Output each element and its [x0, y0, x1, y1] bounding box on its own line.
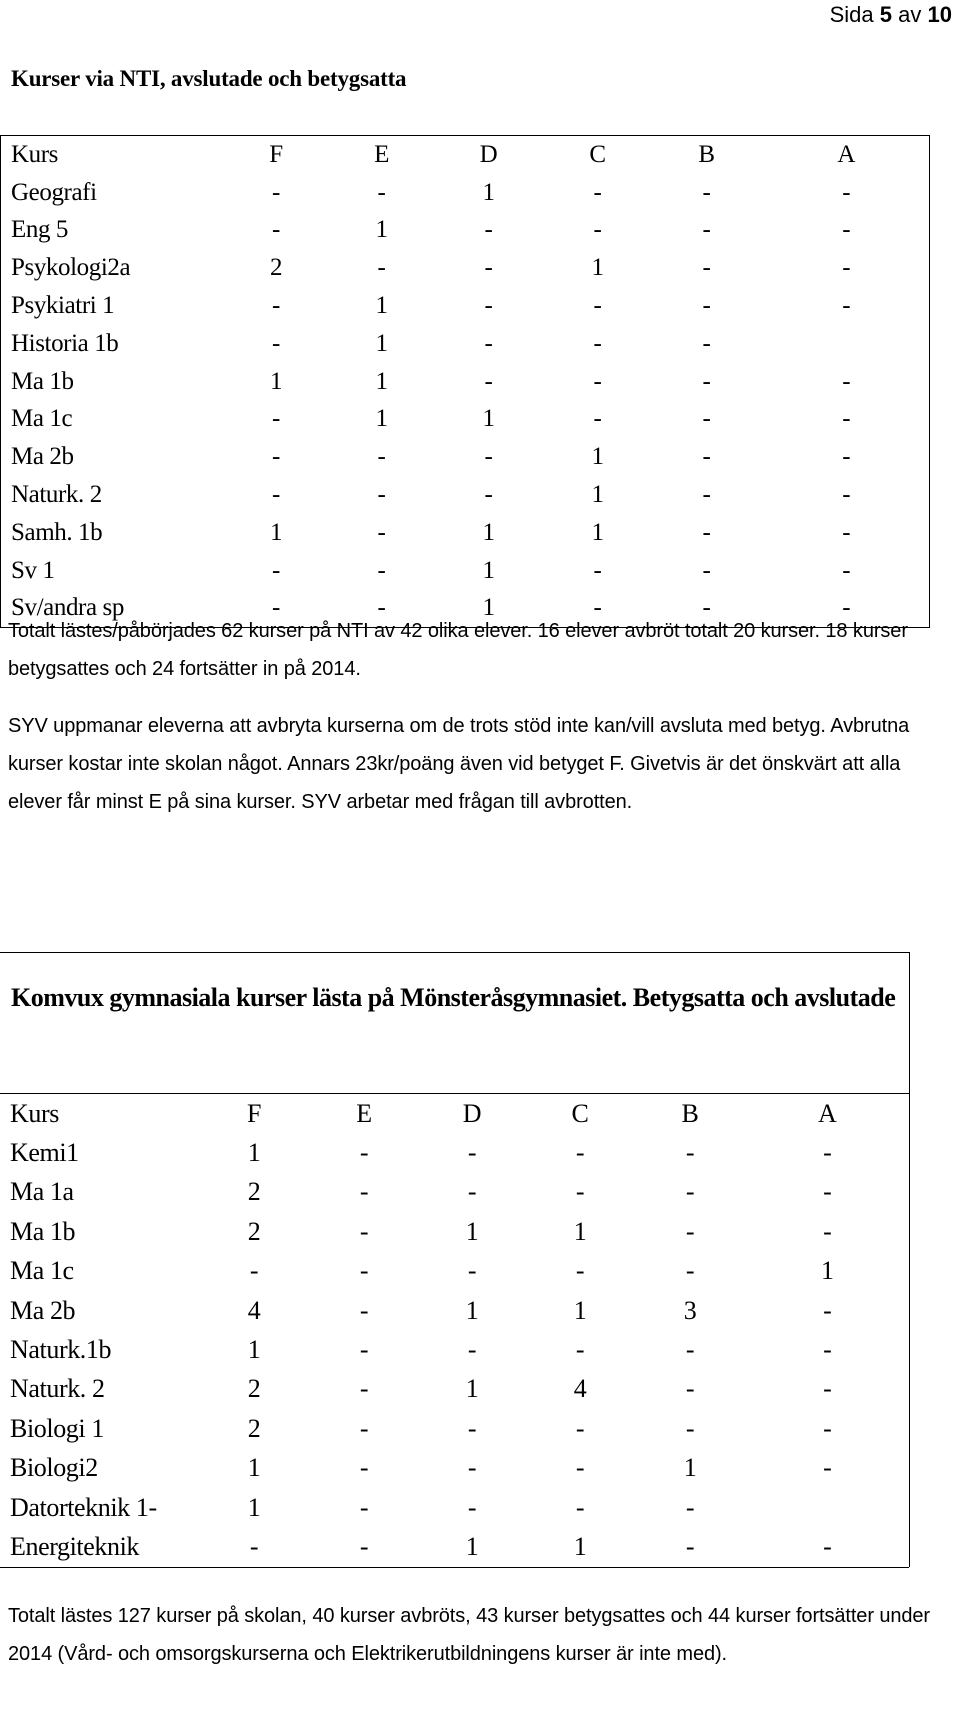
grade-cell: -	[272, 443, 280, 471]
grade-cell: -	[593, 367, 602, 395]
grade-cell: 1	[247, 1335, 261, 1365]
table-row	[0, 1291, 909, 1330]
grade-cell: A	[818, 1098, 837, 1128]
grade-cell: -	[272, 178, 280, 206]
table-row	[0, 1370, 909, 1409]
grade-cell: 1	[465, 1295, 479, 1325]
grade-cell: -	[359, 1531, 369, 1561]
grade-cell: -	[272, 481, 280, 509]
course-cell: Datorteknik 1-	[10, 1492, 157, 1522]
grade-cell: -	[842, 594, 851, 622]
grade-cell: 4	[573, 1374, 587, 1404]
grade-cell: -	[484, 254, 493, 282]
grade-cell: -	[823, 1531, 832, 1561]
grade-cell: 1	[375, 329, 388, 357]
grade-cell: -	[467, 1453, 477, 1483]
grade-cell: 1	[482, 594, 495, 622]
grade-cell: -	[842, 367, 851, 395]
grade-cell: -	[593, 178, 602, 206]
grade-cell: -	[702, 329, 711, 357]
grade-cell: -	[377, 443, 386, 471]
grade-cell: -	[484, 216, 493, 244]
grade-cell: 1	[482, 405, 495, 433]
grade-cell: -	[359, 1492, 369, 1522]
course-cell: Ma 2b	[11, 443, 74, 471]
grade-cell: -	[484, 481, 493, 509]
grade-cell: -	[593, 405, 602, 433]
course-cell: Kurs	[11, 140, 59, 168]
table-row	[1, 363, 930, 401]
grade-cell: 2	[247, 1177, 261, 1207]
course-cell: Naturk.1b	[10, 1335, 112, 1365]
grade-cell: B	[681, 1098, 699, 1128]
grade-cell: 1	[247, 1492, 261, 1522]
table-row	[0, 1133, 909, 1172]
grade-cell: -	[377, 594, 386, 622]
table-row	[1, 174, 930, 212]
grade-cell: A	[837, 140, 856, 168]
komvux-summary-paragraph: Totalt lästes 127 kurser på skolan, 40 kurser avbröts, 43 kurser betygsattes och 44 kurser fortsätter under 2014 (Vård- och omsorgskurserna och Elektrikerutbildningens kurser är inte med).	[8, 1605, 930, 1665]
grade-cell: 2	[247, 1216, 261, 1246]
grade-cell: -	[484, 367, 493, 395]
course-cell: Ma 1c	[10, 1256, 74, 1286]
grade-cell: B	[698, 140, 715, 168]
grade-cell: 1	[465, 1374, 479, 1404]
grade-cell: -	[377, 556, 386, 584]
grade-cell: -	[823, 1295, 832, 1325]
komvux-heading-box	[0, 952, 910, 1093]
course-cell: Sv/andra sp	[11, 594, 124, 622]
grade-cell: -	[702, 518, 711, 546]
grade-cell: 1	[482, 518, 495, 546]
grade-cell: D	[462, 1098, 482, 1128]
grade-cell: -	[575, 1413, 585, 1443]
grade-cell: -	[823, 1453, 832, 1483]
table-row	[0, 1527, 909, 1566]
grade-cell: D	[479, 140, 498, 168]
grade-cell: E	[356, 1098, 372, 1128]
course-cell: Kemi1	[10, 1138, 79, 1168]
grade-cell	[746, 1488, 909, 1527]
grade-cell: -	[842, 443, 851, 471]
table-row	[1, 476, 930, 514]
grade-cell: -	[484, 443, 493, 471]
grade-cell: 2	[247, 1374, 261, 1404]
grade-cell: -	[685, 1413, 695, 1443]
course-cell: Geografi	[11, 178, 97, 206]
grade-cell: -	[467, 1413, 477, 1443]
grade-cell: -	[823, 1413, 832, 1443]
course-cell: Ma 2b	[10, 1295, 76, 1325]
course-cell: Sv 1	[11, 556, 55, 584]
grade-cell: -	[359, 1177, 369, 1207]
grade-cell: -	[484, 292, 493, 320]
course-cell: Naturk. 2	[10, 1374, 105, 1404]
nti-grades-table	[0, 135, 930, 628]
grade-cell	[764, 325, 930, 363]
grade-cell: -	[272, 556, 280, 584]
table-row	[1, 552, 930, 590]
grade-cell: -	[702, 594, 711, 622]
table-row	[0, 1252, 909, 1291]
grade-cell: 2	[269, 254, 283, 282]
grade-cell: -	[823, 1216, 832, 1246]
grade-cell: 1	[247, 1453, 261, 1483]
grade-cell: -	[823, 1177, 832, 1207]
grade-cell: -	[702, 178, 711, 206]
grade-cell: -	[359, 1413, 369, 1443]
table-row	[0, 1488, 909, 1527]
grade-cell: -	[685, 1138, 695, 1168]
grade-cell: -	[359, 1216, 369, 1246]
grade-cell: 1	[269, 518, 283, 546]
course-cell: Biologi2	[10, 1453, 98, 1483]
grade-cell: -	[702, 367, 711, 395]
grade-cell: -	[272, 594, 280, 622]
table-row	[0, 1409, 909, 1448]
grade-cell: -	[377, 178, 386, 206]
grade-cell: -	[685, 1374, 695, 1404]
grade-cell: 1	[591, 481, 604, 509]
grade-cell: -	[575, 1335, 585, 1365]
grade-cell: -	[842, 556, 851, 584]
grade-cell: -	[272, 216, 280, 244]
grade-cell: 1	[375, 405, 388, 433]
grade-cell: -	[685, 1531, 695, 1561]
grade-cell: 2	[247, 1413, 261, 1443]
grade-cell: -	[842, 292, 851, 320]
grade-cell: -	[702, 254, 711, 282]
grade-cell: -	[575, 1138, 585, 1168]
grade-cell: C	[589, 140, 606, 168]
grade-cell: -	[377, 254, 386, 282]
grade-cell: -	[842, 216, 851, 244]
grade-cell: -	[823, 1374, 832, 1404]
grade-cell: 1	[573, 1295, 587, 1325]
grade-cell: C	[571, 1098, 589, 1128]
grade-cell: -	[593, 292, 602, 320]
grade-cell: -	[467, 1492, 477, 1522]
course-cell: Samh. 1b	[11, 518, 103, 546]
nti-section-title: Kurser via NTI, avslutade och betygsatta	[11, 66, 407, 91]
course-cell: Psykiatri 1	[11, 292, 115, 320]
grade-cell: -	[359, 1256, 369, 1286]
grade-cell: -	[685, 1256, 695, 1286]
grade-cell: -	[272, 405, 280, 433]
course-cell: Historia 1b	[11, 329, 119, 357]
grade-cell: -	[842, 178, 851, 206]
grade-cell: -	[702, 405, 711, 433]
grade-cell: -	[702, 556, 711, 584]
grade-cell: -	[702, 216, 711, 244]
grade-cell: -	[249, 1531, 259, 1561]
table-row	[0, 1212, 909, 1251]
grade-cell: -	[467, 1177, 477, 1207]
table-row	[0, 1330, 909, 1369]
grade-cell: 1	[573, 1216, 587, 1246]
course-cell: Ma 1b	[10, 1216, 76, 1246]
syv-note-paragraph: SYV uppmanar eleverna att avbryta kurserna om de trots stöd inte kan/vill avsluta med betyg. Avbrutna kurser kostar inte skolan något. Annars 23kr/poäng även vid betyget F. Givetvis är det önskvärt att alla elever får minst E på sina kurser. SYV arbetar med frågan till avbrotten.	[8, 715, 910, 813]
grade-cell: -	[702, 292, 711, 320]
grade-cell: -	[359, 1453, 369, 1483]
grade-cell: -	[685, 1177, 695, 1207]
course-cell: Biologi 1	[10, 1413, 104, 1443]
table-row	[0, 1449, 909, 1488]
table-row	[1, 514, 930, 552]
grade-cell: 1	[465, 1531, 479, 1561]
grade-cell: -	[685, 1492, 695, 1522]
grade-cell: -	[575, 1256, 585, 1286]
grade-cell: 1	[375, 216, 388, 244]
komvux-section-title: Komvux gymnasiala kurser lästa på Mönsteråsgymnasiet. Betygsatta och avslutade	[11, 983, 896, 1012]
grade-cell: -	[593, 556, 602, 584]
course-cell: Naturk. 2	[11, 481, 102, 509]
grade-cell: -	[467, 1138, 477, 1168]
grade-cell: -	[467, 1256, 477, 1286]
table-row	[0, 1173, 909, 1212]
grade-cell: 1	[482, 178, 495, 206]
page-number: Sida 5 av 10	[829, 2, 952, 27]
course-cell: Kurs	[10, 1098, 59, 1128]
course-cell: Energiteknik	[10, 1531, 140, 1561]
grade-cell: 1	[465, 1216, 479, 1246]
grade-cell: 1	[820, 1256, 834, 1286]
table-header-row	[0, 1094, 909, 1134]
table-row	[1, 401, 930, 439]
grade-cell: -	[593, 329, 602, 357]
grade-cell: -	[575, 1453, 585, 1483]
grade-cell: F	[269, 140, 283, 168]
grade-cell: 1	[247, 1138, 261, 1168]
table-row	[1, 287, 930, 325]
grade-cell: -	[842, 518, 851, 546]
grade-cell: 3	[683, 1295, 697, 1325]
grade-cell: -	[359, 1374, 369, 1404]
grade-cell: -	[842, 254, 851, 282]
table-row	[1, 325, 930, 363]
table-header-row	[1, 136, 930, 174]
table-row	[1, 438, 930, 476]
grade-cell: 1	[375, 367, 388, 395]
grade-cell: -	[823, 1335, 832, 1365]
grade-cell: -	[685, 1216, 695, 1246]
course-cell: Ma 1c	[11, 405, 73, 433]
grade-cell: -	[484, 329, 493, 357]
grade-cell: F	[246, 1098, 262, 1128]
nti-summary-paragraph: Totalt lästes/påbörjades 62 kurser på NTI av 42 olika elever. 16 elever avbröt totalt 20 kurser. 18 kurser betygsattes och 24 fortsätter in på 2014.	[8, 620, 908, 680]
grade-cell: 1	[591, 518, 604, 546]
komvux-table-bottom-rule	[0, 1567, 909, 1568]
grade-cell: -	[249, 1256, 259, 1286]
grade-cell: 1	[683, 1453, 697, 1483]
grade-cell: -	[702, 443, 711, 471]
grade-cell: 1	[591, 443, 604, 471]
grade-cell: -	[702, 481, 711, 509]
grade-cell: -	[272, 292, 280, 320]
grade-cell: -	[842, 481, 851, 509]
course-cell: Psykologi2a	[11, 254, 131, 282]
course-cell: Ma 1a	[10, 1177, 74, 1207]
grade-cell: -	[359, 1138, 369, 1168]
grade-cell: -	[359, 1335, 369, 1365]
grade-cell: 1	[573, 1531, 587, 1561]
grade-cell: -	[272, 329, 280, 357]
grade-cell: -	[593, 216, 602, 244]
grade-cell: 1	[482, 556, 495, 584]
grade-cell: -	[377, 481, 386, 509]
grade-cell: -	[685, 1335, 695, 1365]
grade-cell: 1	[269, 367, 283, 395]
grade-cell: -	[842, 405, 851, 433]
table-row	[1, 212, 930, 250]
grade-cell: -	[467, 1335, 477, 1365]
komvux-grades-table	[0, 1093, 910, 1567]
grade-cell: -	[593, 594, 602, 622]
grade-cell: 1	[591, 254, 604, 282]
course-cell: Eng 5	[11, 216, 69, 244]
grade-cell: -	[377, 518, 386, 546]
grade-cell: -	[575, 1492, 585, 1522]
grade-cell: -	[575, 1177, 585, 1207]
grade-cell: 1	[375, 292, 388, 320]
table-row	[1, 249, 930, 287]
grade-cell: E	[374, 140, 389, 168]
grade-cell: 4	[247, 1295, 261, 1325]
grade-cell: -	[823, 1138, 832, 1168]
grade-cell: -	[359, 1295, 369, 1325]
course-cell: Ma 1b	[11, 367, 74, 395]
